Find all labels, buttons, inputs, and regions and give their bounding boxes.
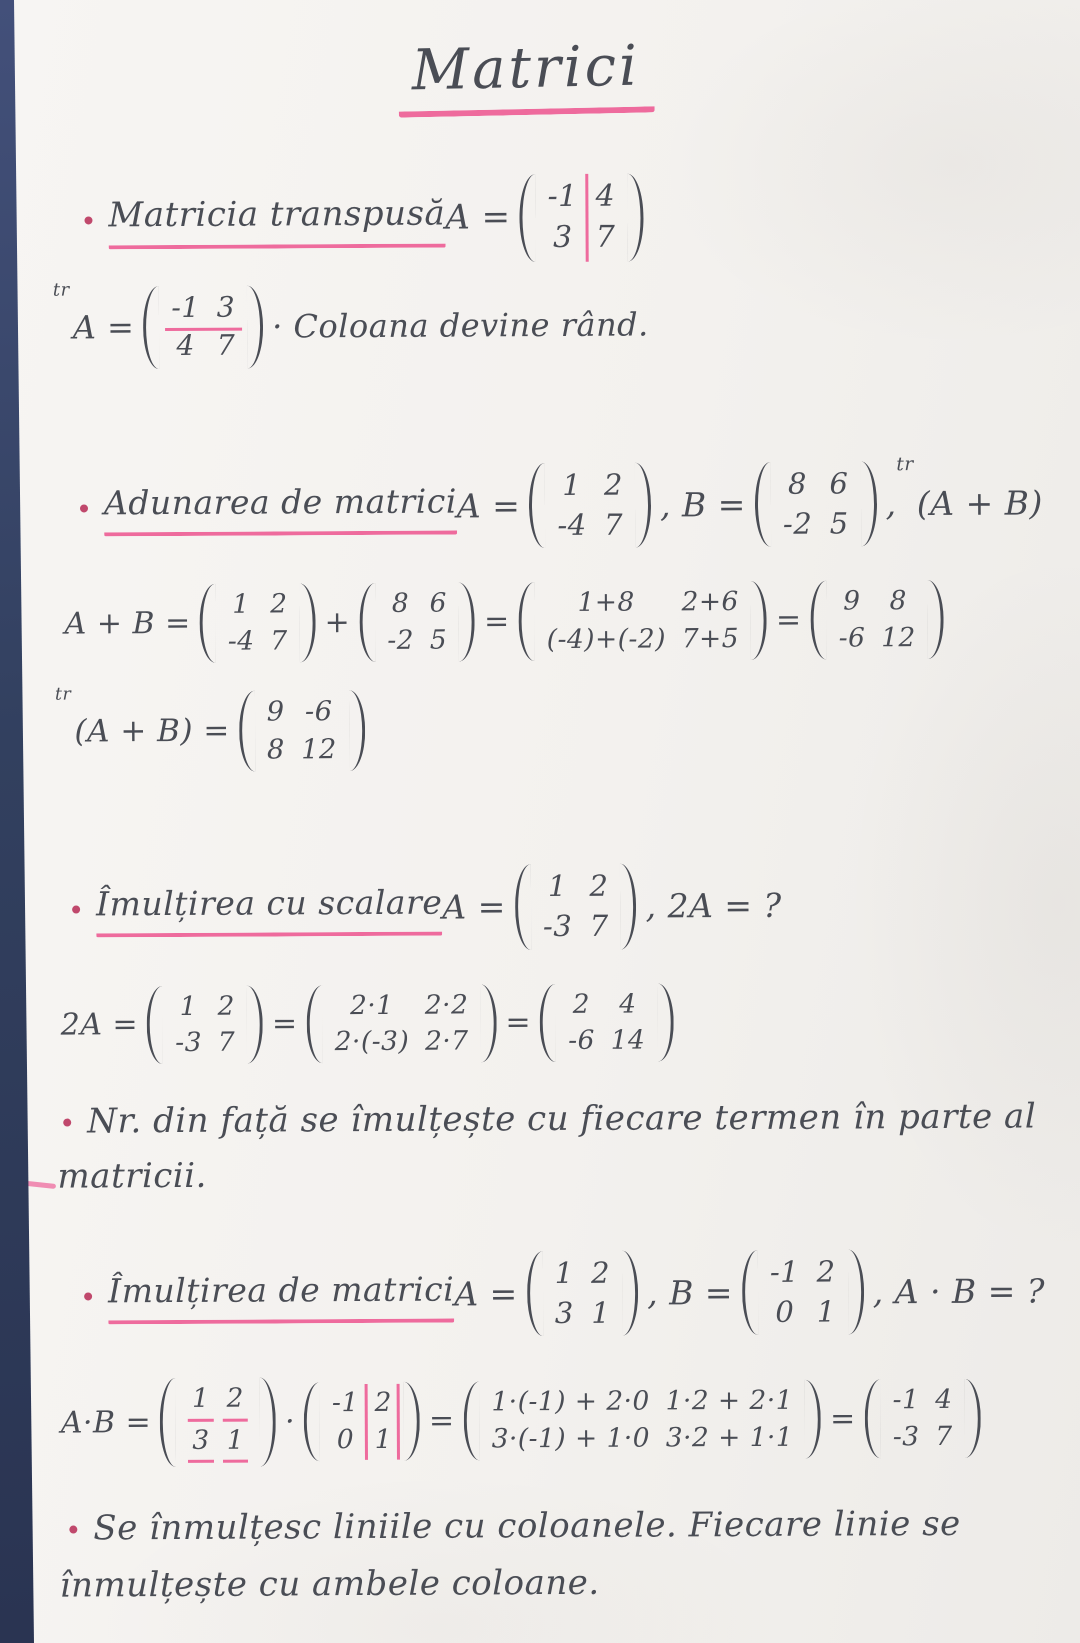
matrix-cell: 2 — [217, 990, 235, 1022]
matrix-cell: 4 — [176, 329, 196, 363]
paren-right-icon — [404, 1382, 420, 1461]
matrix-body — [774, 461, 858, 547]
line-produs-heading — [80, 1243, 1058, 1344]
note-text: + — [324, 605, 351, 641]
matrix-cell: 8 — [391, 588, 410, 620]
paren-right-icon — [260, 1378, 276, 1467]
matrix-cell: -3 — [175, 1026, 203, 1058]
matrix-cell: 3·(-1) + 1·0 — [491, 1422, 651, 1454]
matrix-body — [546, 1250, 620, 1336]
line-adunare-calc — [64, 575, 1054, 669]
matrix — [527, 1250, 639, 1336]
matrix-cell: -1 — [171, 290, 200, 324]
paren-left-icon — [143, 286, 159, 369]
note-text: A + B = — [64, 605, 191, 642]
paren-left-icon — [463, 1382, 479, 1461]
matrix-cell: 3·2 + 1·1 — [665, 1421, 794, 1454]
matrix-cell: -2 — [387, 624, 415, 656]
matrix — [810, 580, 944, 659]
matrix-cell: 1 — [554, 1255, 574, 1290]
matrix-body — [162, 285, 244, 369]
paren-left-icon — [147, 986, 163, 1065]
paren-left-icon — [527, 1251, 543, 1337]
matrix-cell: 2·7 — [424, 1025, 469, 1057]
matrix-cell: 3 — [188, 1423, 214, 1462]
matrix-cell: 1 — [374, 1423, 393, 1455]
paren-left-icon — [304, 1383, 320, 1462]
paren-right-icon — [964, 1379, 980, 1458]
matrix-cell: -6 — [568, 1024, 595, 1056]
paren-right-icon — [860, 461, 876, 547]
paren-left-icon — [518, 583, 534, 662]
matrix-body — [166, 985, 244, 1064]
matrix-body — [258, 690, 346, 771]
matrix-cell: 2 — [374, 1387, 392, 1419]
note-text: A = — [72, 308, 135, 347]
paren-left-icon — [810, 581, 826, 660]
matrix-cell: -1 — [769, 1254, 800, 1289]
paren-right-icon — [847, 1249, 863, 1335]
matrix-cell: -4 — [227, 625, 255, 657]
matrix-cell: 7 — [217, 1026, 236, 1058]
bullet-dot — [72, 905, 80, 913]
notes-content — [52, 166, 1060, 1611]
matrix-cell: 1·2 + 2·1 — [665, 1385, 794, 1417]
paren-left-icon — [755, 462, 771, 548]
transpose-superscript: tr — [896, 454, 914, 476]
matrix — [143, 285, 263, 369]
matrix — [304, 1382, 420, 1461]
matrix-cell: -2 — [782, 506, 813, 541]
paren-right-icon — [627, 174, 643, 262]
matrix-cell: 2 — [816, 1254, 836, 1289]
note-text: , A · B = ? — [872, 1271, 1046, 1311]
matrix-body — [534, 864, 618, 950]
matrix-cell: 8 — [266, 733, 285, 766]
page-title: Matrici — [397, 33, 655, 117]
matrix — [359, 583, 475, 662]
matrix-cell: 7+5 — [681, 622, 740, 655]
paren-right-icon — [247, 285, 263, 368]
note-text: A = — [456, 485, 521, 526]
matrix-cell: 2 — [223, 1382, 249, 1421]
matrix — [239, 690, 365, 772]
matrix-body — [548, 463, 632, 549]
line-transpusa-result — [53, 276, 1053, 374]
matrix-cell: 5 — [429, 624, 448, 656]
matrix-cell: 1 — [179, 990, 198, 1022]
matrix-cell: 7 — [604, 507, 624, 542]
matrix-cell: 3 — [552, 219, 573, 255]
matrix-body — [538, 174, 624, 262]
matrix-cell: -6 — [304, 696, 333, 728]
section-heading-text: Îmulțirea de matrici — [108, 1266, 454, 1325]
matrix-cell: 1 — [232, 589, 250, 621]
note-text: , 2A = ? — [645, 885, 782, 926]
note-text: = — [271, 1006, 298, 1042]
matrix — [306, 984, 496, 1064]
paren-left-icon — [865, 1380, 881, 1459]
matrix-body — [325, 984, 477, 1063]
line-scalar-note-2 — [57, 1148, 1057, 1203]
line-produs-calc — [61, 1369, 1060, 1473]
note-text: Se înmulțesc liniile cu coloanele. Fiecare linie se — [93, 1503, 961, 1549]
bullet-dot — [84, 216, 92, 224]
line-scalar-note-1 — [59, 1093, 1057, 1148]
line-produs-note-2 — [60, 1557, 1060, 1612]
paren-right-icon — [620, 864, 636, 950]
matrix-cell: 2·(-3) — [334, 1025, 410, 1058]
paren-left-icon — [306, 985, 322, 1064]
note-text: , — [885, 484, 897, 524]
matrix — [515, 864, 637, 950]
note-text: Nr. din față se îmulțește cu fiecare termen în parte al — [87, 1096, 1037, 1142]
paren-left-icon — [515, 864, 531, 950]
matrix-cell: -4 — [557, 507, 587, 542]
matrix-body — [179, 1378, 257, 1467]
section-heading-text: Matricia transpusă — [108, 189, 445, 249]
matrix-cell: -1 — [547, 178, 578, 215]
matrix — [540, 983, 674, 1062]
paren-right-icon — [247, 985, 263, 1064]
matrix-cell: 1 — [591, 1295, 611, 1330]
matrix-body — [559, 983, 655, 1062]
matrix-cell: 2 — [270, 588, 288, 620]
matrix — [160, 1378, 276, 1467]
note-text: matricii. — [57, 1156, 208, 1198]
matrix-cell: 1 — [562, 467, 582, 502]
matrix-cell: 2 — [590, 1255, 611, 1290]
note-text: (A + B) — [916, 483, 1043, 523]
bullet-dot — [84, 1292, 92, 1300]
note-text: , B = — [647, 1272, 734, 1313]
paren-left-icon — [519, 174, 535, 262]
paren-right-icon — [349, 690, 365, 771]
matrix-cell: 2 — [589, 868, 609, 903]
note-text: (A + B) = — [74, 712, 230, 750]
matrix — [529, 462, 651, 548]
note-text: = — [483, 604, 510, 640]
matrix-body — [323, 1382, 401, 1461]
line-produs-note-1 — [65, 1499, 1059, 1554]
bullet-dot — [69, 1525, 77, 1533]
note-text: A = — [442, 887, 506, 927]
matrix — [199, 584, 315, 663]
transpose-superscript: tr — [52, 279, 70, 301]
matrix-cell: 0 — [336, 1423, 355, 1455]
paren-left-icon — [742, 1250, 758, 1336]
section-heading-text: Îmulțirea cu scalare — [96, 879, 443, 938]
paren-right-icon — [657, 983, 673, 1062]
matrix-cell: 5 — [829, 506, 849, 541]
matrix-cell: 9 — [266, 696, 285, 728]
matrix-cell: -3 — [892, 1420, 920, 1452]
matrix-cell: 4 — [595, 178, 616, 214]
matrix — [518, 581, 767, 661]
paren-right-icon — [299, 584, 315, 663]
page-title-wrap — [55, 26, 996, 125]
matrix-cell: 7 — [270, 625, 288, 657]
matrix-cell: 1 — [547, 868, 567, 904]
matrix — [742, 1249, 864, 1335]
paren-right-icon — [751, 581, 767, 660]
note-text: înmulțește cu ambele coloane. — [59, 1563, 600, 1606]
matrix-cell: 1·(-1) + 2·0 — [491, 1385, 650, 1418]
paren-left-icon — [199, 584, 215, 663]
paren-right-icon — [927, 580, 943, 659]
matrix-cell: 7 — [595, 219, 616, 255]
paren-left-icon — [529, 463, 545, 549]
matrix-cell: -1 — [892, 1384, 920, 1416]
note-text: · Coloana devine rând. — [272, 305, 649, 346]
matrix-body — [761, 1249, 845, 1335]
bullet-dot — [80, 504, 88, 512]
paren-right-icon — [622, 1250, 638, 1336]
paren-left-icon — [359, 583, 375, 662]
matrix-cell: (-4)+(-2) — [546, 623, 667, 655]
matrix — [147, 985, 263, 1064]
line-adunare-heading — [76, 455, 1054, 556]
matrix-cell: 6 — [429, 588, 448, 620]
paren-right-icon — [459, 583, 475, 662]
line-adunare-transpusa — [55, 682, 1055, 778]
matrix-cell: 9 — [843, 585, 861, 617]
matrix-cell: 12 — [301, 733, 337, 765]
matrix-cell: 12 — [881, 621, 916, 654]
matrix-cell: 2·1 — [349, 989, 394, 1021]
matrix-cell: 2·2 — [424, 988, 469, 1021]
matrix-cell: 7 — [589, 908, 609, 943]
note-text: · — [284, 1404, 296, 1440]
matrix-cell: 1 — [223, 1423, 249, 1462]
matrix-cell: 7 — [216, 329, 236, 363]
matrix-body — [537, 581, 748, 661]
paren-left-icon — [160, 1378, 176, 1467]
matrix-cell: 3 — [216, 290, 236, 324]
note-text: A = — [454, 1273, 518, 1314]
matrix-cell: 4 — [935, 1384, 953, 1416]
matrix-cell: 0 — [775, 1294, 795, 1329]
note-text: , B = — [659, 484, 746, 525]
note-text: A = — [445, 197, 511, 238]
matrix-cell: -3 — [542, 908, 573, 943]
matrix-cell: -1 — [331, 1387, 359, 1419]
paren-right-icon — [635, 462, 651, 548]
matrix — [463, 1380, 821, 1461]
section-heading-text: Adunarea de matrici — [104, 478, 457, 537]
matrix-body — [482, 1380, 802, 1460]
bullet-dot — [63, 1118, 71, 1126]
matrix — [755, 461, 877, 547]
matrix-cell: 7 — [935, 1420, 953, 1452]
paren-left-icon — [239, 691, 255, 772]
note-text: = — [775, 602, 802, 638]
paren-right-icon — [480, 984, 496, 1063]
matrix-cell: 1 — [816, 1294, 836, 1329]
paren-left-icon — [540, 984, 556, 1063]
note-text: = — [505, 1005, 532, 1041]
matrix-cell: 2 — [603, 467, 623, 502]
line-scalar-heading — [68, 856, 1056, 957]
matrix-cell: 3 — [554, 1295, 574, 1330]
matrix-cell: 8 — [889, 585, 908, 617]
matrix-body — [829, 581, 925, 660]
line-scalar-calc — [60, 976, 1056, 1070]
matrix-cell: 2+6 — [681, 586, 739, 618]
paren-right-icon — [805, 1380, 821, 1459]
paper-sheet — [12, 0, 1080, 1643]
matrix-cell: 1+8 — [577, 587, 635, 619]
matrix-cell: 4 — [619, 988, 637, 1020]
matrix-cell: 6 — [829, 466, 849, 501]
line-transpusa-heading — [80, 166, 1052, 269]
note-text: = — [829, 1401, 856, 1437]
matrix-cell: 8 — [787, 466, 807, 501]
matrix — [519, 174, 643, 262]
matrix — [865, 1379, 981, 1458]
matrix-cell: -6 — [838, 622, 866, 654]
note-text: A·B = — [60, 1404, 152, 1441]
matrix-body — [378, 583, 456, 662]
matrix-body — [218, 584, 296, 663]
note-text: 2A = — [60, 1007, 139, 1043]
matrix-cell: 14 — [610, 1024, 646, 1056]
note-text: = — [428, 1403, 455, 1439]
matrix-cell: 2 — [572, 988, 591, 1020]
matrix-cell: 1 — [188, 1382, 214, 1421]
matrix-body — [884, 1379, 962, 1458]
transpose-superscript: tr — [54, 684, 72, 705]
